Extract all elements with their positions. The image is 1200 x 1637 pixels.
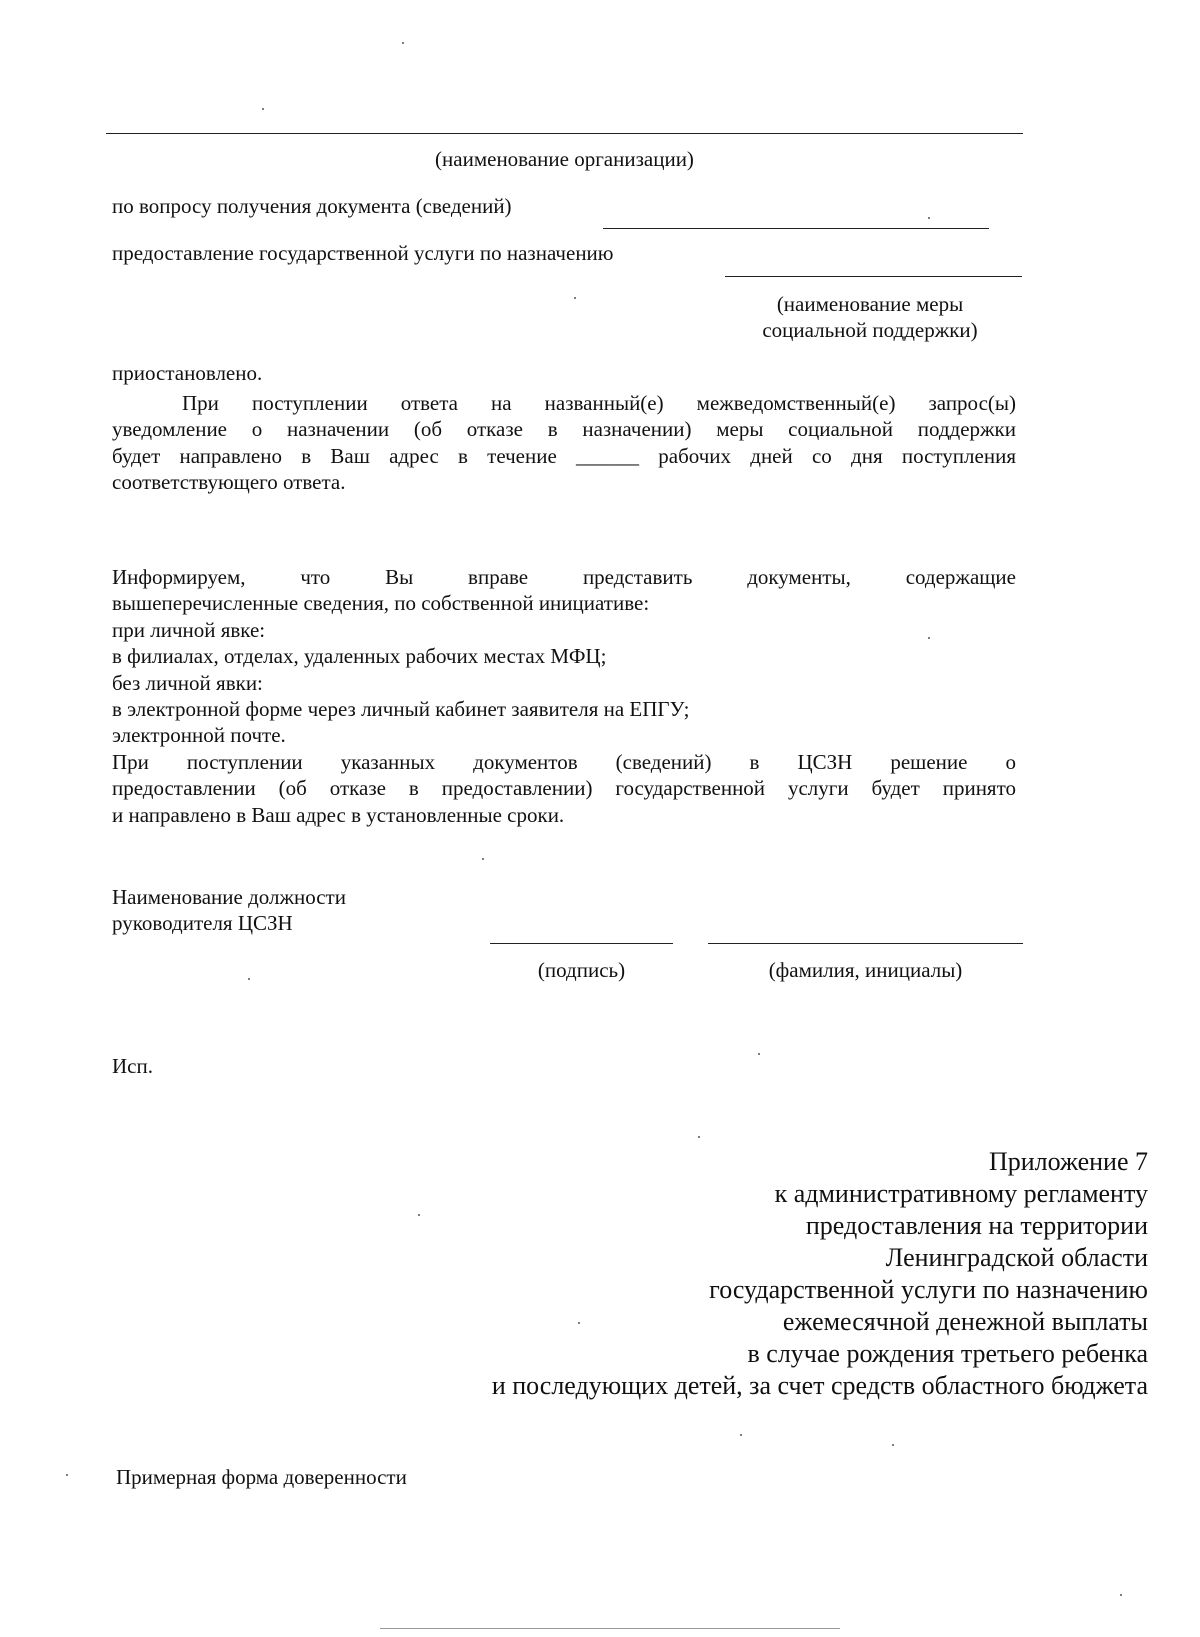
scan-speck [578,1322,580,1324]
paragraph2-line-7: электронной почте. [112,723,286,747]
signature-caption: (подпись) [537,958,626,982]
scan-speck [402,42,404,44]
appendix-line-7: в случае рождения третьего ребенка [747,1339,1148,1368]
paragraph1-line-1: При поступлении ответа на названный(е) межведомственный(е) запрос(ы) [182,391,1016,415]
paragraph2-line-5: без личной явки: [112,671,263,695]
scan-speck [698,1136,700,1138]
document-question-label: по вопросу получения документа (сведений) [112,194,512,218]
paragraph2-line-4: в филиалах, отделах, удаленных рабочих местах МФЦ; [112,644,607,668]
appendix-line-8: и последующих детей, за счет средств областного бюджета [491,1371,1148,1400]
scan-speck [418,1214,420,1216]
scan-edge-line [380,1628,840,1629]
service-line-label: предоставление государственной услуги по назначению [112,241,614,265]
appendix-line-2: к административному регламенту [774,1179,1148,1208]
appendix-line-1: Приложение 7 [988,1147,1148,1176]
appendix-line-4: Ленинградской области [885,1243,1148,1272]
scan-speck [574,297,576,299]
name-line [708,943,1023,944]
scan-speck [262,108,264,110]
paragraph1-line-3: будет направлено в Ваш адрес в течение ______ рабочих дней со дня поступления [112,444,1016,468]
paragraph2-line-1: Информируем, что Вы вправе представить документы, содержащие [112,565,1016,589]
scan-speck [892,1444,894,1446]
paragraph2-line-9: предоставлении (об отказе в предоставлении) государственной услуги будет принято [112,776,1016,800]
paragraph2-line-8: При поступлении указанных документов (сведений) в ЦСЗН решение о [112,750,1016,774]
scan-speck [248,978,250,980]
scan-speck [740,1434,742,1436]
paragraph2-line-6: в электронной форме через личный кабинет заявителя на ЕПГУ; [112,697,690,721]
name-caption: (фамилия, инициалы) [768,958,963,982]
position-title-line-1: Наименование должности [112,885,346,909]
document-blank-line [603,228,989,229]
organization-line [106,133,1023,134]
organization-caption: (наименование организации) [435,147,694,171]
scan-speck [482,858,484,860]
scan-speck [758,1053,760,1055]
scan-speck [928,217,930,219]
measure-caption-line-1: (наименование меры [776,292,964,316]
measure-caption-line-2: социальной поддержки) [762,318,978,342]
signature-line [490,943,673,944]
scan-speck [928,637,930,639]
scan-speck [1120,1594,1122,1596]
measure-blank-line [725,276,1022,277]
appendix-line-3: предоставления на территории [805,1211,1148,1240]
appendix-line-5: государственной услуги по назначению [709,1275,1148,1304]
paragraph1-line-4: соответствующего ответа. [112,470,346,494]
paragraph2-line-2: вышеперечисленные сведения, по собственной инициативе: [112,591,650,615]
appendix-line-6: ежемесячной денежной выплаты [782,1307,1148,1336]
scan-speck [66,1474,68,1476]
paragraph2-line-10: и направлено в Ваш адрес в установленные сроки. [112,803,565,827]
paragraph1-line-2: уведомление о назначении (об отказе в назначении) меры социальной поддержки [112,417,1016,441]
paragraph2-line-3: при личной явке: [112,618,266,642]
suspended-text: приостановлено. [112,361,263,385]
executor-label: Исп. [112,1054,153,1078]
form-title: Примерная форма доверенности [116,1465,407,1489]
position-title-line-2: руководителя ЦСЗН [112,911,293,935]
